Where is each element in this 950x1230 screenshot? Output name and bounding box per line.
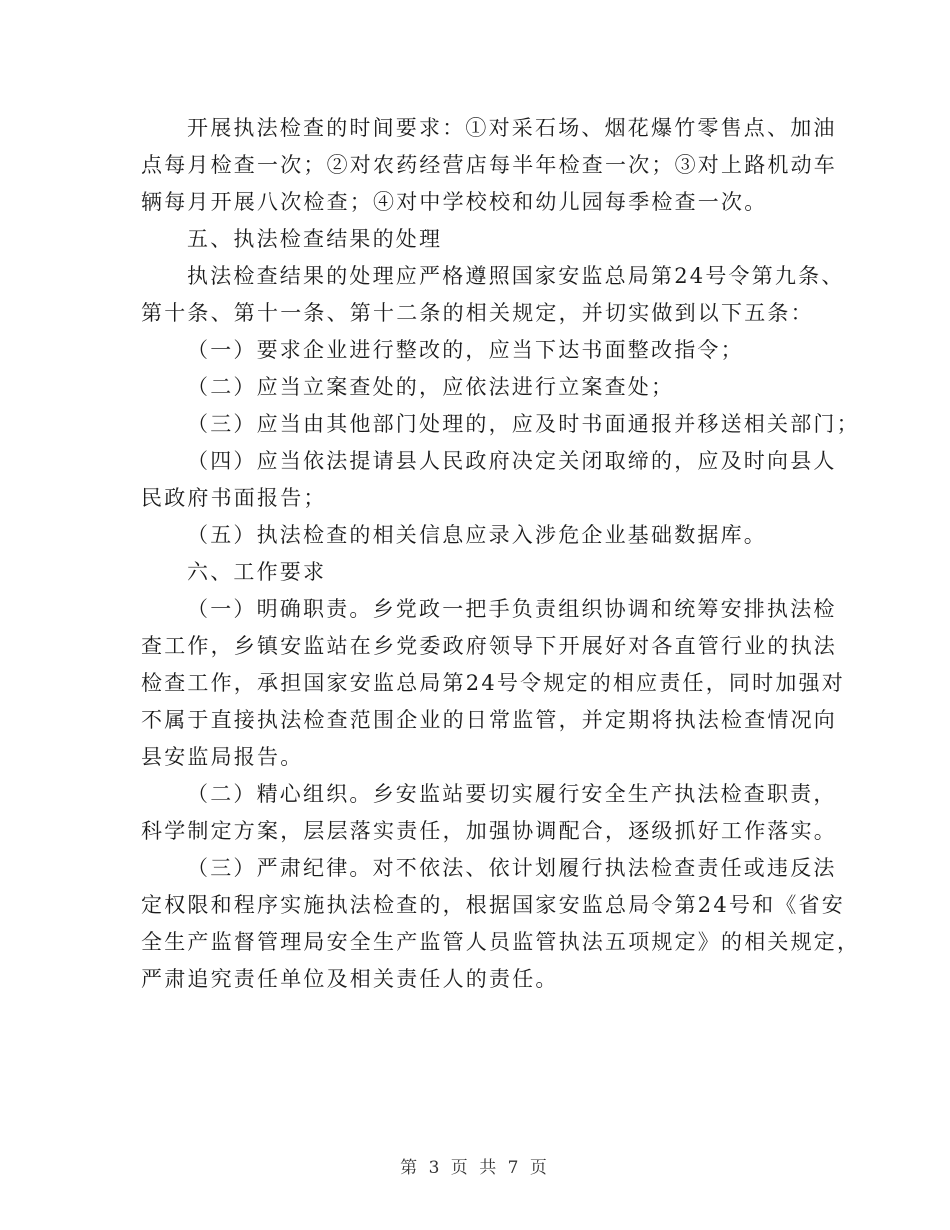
paragraph — [141, 369, 811, 406]
text-line: 严肃追究责任单位及相关责任人的责任。 — [141, 967, 559, 991]
text-line: （五）执法检查的相关信息应录入涉危企业基础数据库。 — [187, 523, 767, 547]
text-line: 执法检查结果的处理应严格遵照国家安监总局第24号令第九条、 — [187, 264, 845, 288]
paragraph — [141, 591, 845, 776]
paragraph — [141, 517, 811, 554]
paragraph — [141, 554, 811, 591]
text-line: 六、工作要求 — [187, 560, 327, 584]
text-line: （二）应当立案查处的，应依法进行立案查处； — [187, 375, 675, 399]
text-line: 检查工作，承担国家安监总局第24号令规定的相应责任，同时加强对 — [141, 671, 845, 695]
text-line: 五、执法检查结果的处理 — [187, 227, 443, 251]
text-line: （二）精心组织。乡安监站要切实履行安全生产执法检查职责， — [187, 782, 837, 806]
text-line: 不属于直接执法检查范围企业的日常监管，并定期将执法检查情况向 — [141, 708, 837, 732]
text-line: 第十条、第十一条、第十二条的相关规定，并切实做到以下五条： — [141, 301, 814, 325]
paragraph — [141, 110, 837, 221]
text-line: （一）要求企业进行整改的，应当下达书面整改指令； — [187, 338, 744, 362]
paragraph — [141, 776, 837, 850]
paragraph — [141, 850, 861, 998]
paragraph — [141, 443, 837, 517]
text-line: （四）应当依法提请县人民政府决定关闭取缔的，应及时向县人 — [187, 449, 837, 473]
text-line: 科学制定方案，层层落实责任，加强协调配合，逐级抓好工作落实。 — [141, 819, 837, 843]
paragraph — [141, 221, 811, 258]
text-line: 全生产监督管理局安全生产监管人员监管执法五项规定》的相关规定， — [141, 930, 861, 954]
text-line: 开展执法检查的时间要求：①对采石场、烟花爆竹零售点、加油 — [187, 116, 837, 140]
text-line: （三）严肃纪律。对不依法、依计划履行执法检查责任或违反法 — [187, 856, 837, 880]
paragraph — [141, 406, 860, 443]
document-body — [141, 110, 861, 998]
text-line: （一）明确职责。乡党政一把手负责组织协调和统筹安排执法检 — [187, 597, 837, 621]
page-number: 第 3 页 共 7 页 — [400, 1158, 550, 1178]
text-line: 查工作，乡镇安监站在乡党委政府领导下开展好对各直管行业的执法 — [141, 634, 837, 658]
text-line: 县安监局报告。 — [141, 745, 304, 769]
text-line: 点每月检查一次；②对农药经营店每半年检查一次；③对上路机动车 — [141, 153, 837, 177]
paragraph — [141, 332, 811, 369]
paragraph — [141, 258, 845, 332]
text-line: 定权限和程序实施执法检查的，根据国家安监总局令第24号和《省安 — [141, 893, 845, 917]
text-line: 辆每月开展八次检查；④对中学校校和幼儿园每季检查一次。 — [141, 190, 768, 214]
text-line: （三）应当由其他部门处理的，应及时书面通报并移送相关部门； — [187, 412, 860, 436]
text-line: 民政府书面报告； — [141, 486, 327, 510]
